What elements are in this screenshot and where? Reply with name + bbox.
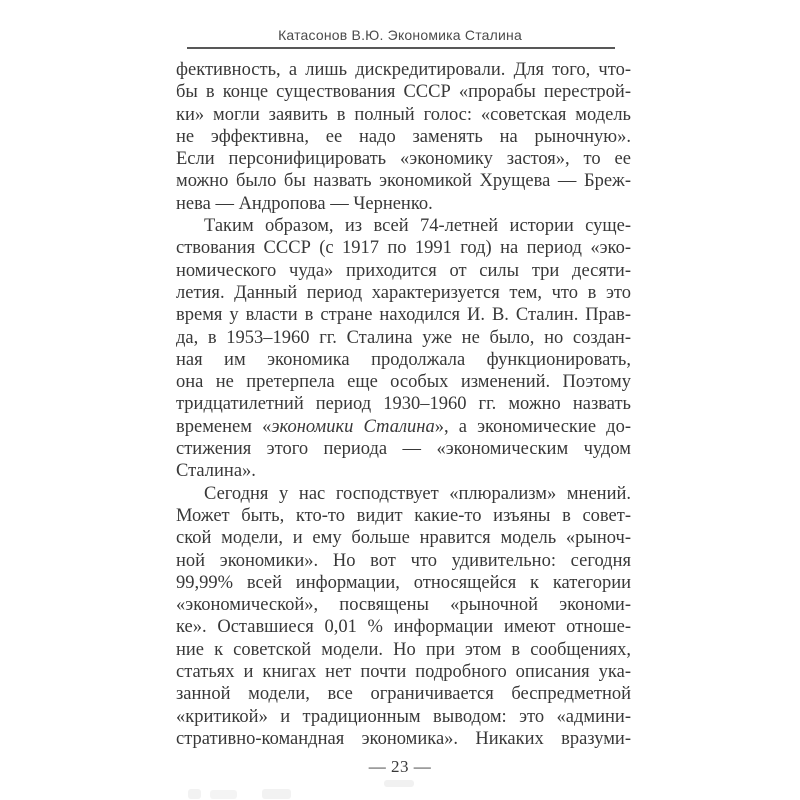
scan-artifact [384, 780, 414, 787]
text-line: ной экономики». Но вот что удивительно: сегодня [176, 550, 631, 571]
text-line: занной модели, все ограничивается беспредметной [176, 684, 631, 705]
text-line: тридцатилетний период 1930–1960 гг. можно назвать [176, 394, 631, 415]
scan-artifact [188, 789, 201, 799]
text-line: Сталина». [176, 461, 256, 482]
text-line: Может быть, кто-то видит какие-то изъяны в совет- [176, 505, 631, 526]
text-line: стижения этого периода — «экономическим чудом [176, 439, 631, 460]
text-line: «критикой» и традиционным выводом: это «админи- [176, 706, 631, 727]
text-line: летия. Данный период характеризуется тем, что в это [176, 282, 631, 303]
text-line: 99,99% всей информации, относящейся к категории [176, 572, 631, 593]
header-rule [187, 47, 615, 49]
text-line: нева — Андропова — Черненко. [176, 193, 433, 214]
text-line: ная им экономика продолжала функционировать, [176, 349, 631, 370]
text-line: ние к советской модели. Но при этом в сообщениях, [176, 639, 631, 660]
text-line: «экономической», посвящены «рыночной экономи- [176, 595, 631, 616]
text-line: она не претерпела еще особых изменений. Поэтому [176, 372, 631, 393]
text-line: время у власти в стране находился И. В. Сталин. Прав- [176, 305, 631, 326]
text-line: статьях и книгах нет почти подробного описания ука- [176, 662, 631, 683]
running-header-title: Катасонов В.Ю. Экономика Сталина [278, 27, 522, 43]
paragraph [176, 215, 631, 483]
text-line: бы в конце существования СССР «прорабы перестрой- [176, 82, 631, 103]
text-line: Если персонифицировать «экономику застоя», то ее [176, 149, 631, 170]
scan-artifact [262, 789, 291, 799]
text-line: Таким образом, из всей 74-летней истории суще- [204, 216, 631, 237]
text-line: ской модели, и ему больше нравится модель «рыноч- [176, 528, 631, 549]
page-number: — 23 — [368, 757, 432, 776]
scan-artifact [210, 790, 237, 799]
text-line: фективность, а лишь дискредитировали. Для того, что- [176, 60, 631, 80]
paragraph [176, 483, 631, 751]
text-line: да, в 1953–1960 гг. Сталина уже не было, но создан- [176, 327, 631, 348]
paragraph [176, 59, 631, 215]
text-line: можно было бы назвать экономикой Хрущева — Бреж- [176, 171, 631, 192]
text-line: стративно-командная экономика». Никаких вразуми- [176, 728, 631, 749]
text-line: временем «экономики Сталина», а экономические до- [176, 416, 631, 437]
text-line: ки» могли заявить в полный голос: «советская модель [176, 104, 631, 125]
text-line: ке». Оставшиеся 0,01 % информации имеют отноше- [176, 617, 631, 638]
text-line: Сегодня у нас господствует «плюрализм» мнений. [204, 483, 631, 504]
page-body-text [176, 59, 631, 750]
text-line: номического чуда» приходится от силы три десяти- [176, 260, 631, 281]
text-line: не эффективна, ее надо заменять на рыночную». [176, 126, 631, 147]
text-line: ствования СССР (с 1917 по 1991 год) на период «эко- [176, 238, 631, 259]
